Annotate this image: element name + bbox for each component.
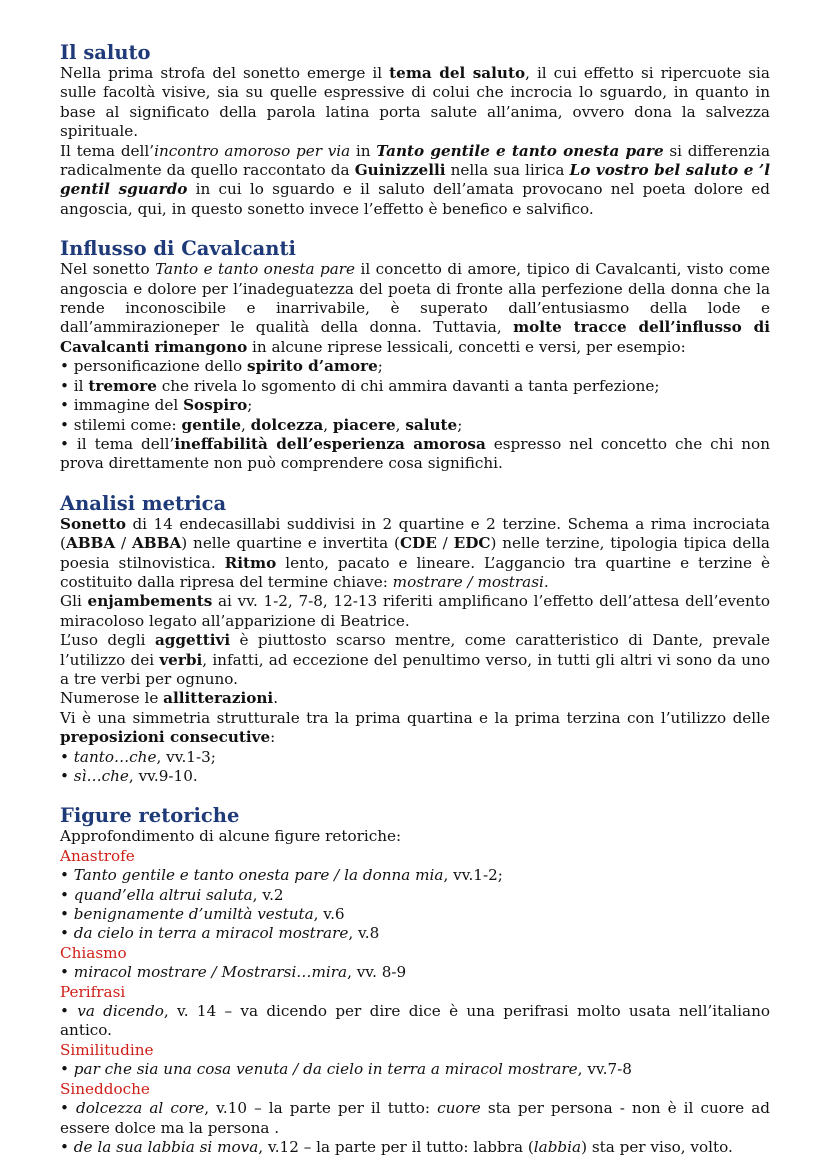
list-item: • miracol mostrare / Mostrarsi…mira, vv. 8-9 — [60, 963, 407, 982]
list-item: • dolcezza al core, v.10 – la parte per il tutto: cuore sta per persona - non è il cuore ad essere dolce ma la persona . — [60, 1099, 770, 1137]
list-item: • personificazione dello spirito d’amore; — [60, 357, 383, 376]
list-item: • tanto…che, vv.1-3; — [60, 747, 216, 766]
list-item: • de la sua labbia si mova, v.12 – la parte per il tutto: labbra (labbia) sta per viso, volto. — [60, 1137, 733, 1156]
list-item: • benignamente d’umiltà vestuta, v.6 — [60, 905, 345, 924]
list-item: • va dicendo, v. 14 – va dicendo per dire dice è una perifrasi molto usata nell’italiano antico. — [60, 1002, 770, 1040]
list-item: • par che sia una cosa venuta / da cielo in terra a miracol mostrare, vv.7-8 — [60, 1060, 632, 1079]
paragraph: Numerose le allitterazioni. — [60, 689, 279, 708]
paragraph: Sonetto di 14 endecasillabi suddivisi in 2 quartine e 2 terzine. Schema a rima incrociata (ABBA / ABBA) nelle quartine e invertita (CDE / EDC) nelle terzine, tipologia tipica della poesia stilnovistica. Ritmo lento, pacato e lineare. L’aggancio tra quartine e terzine è costituito dalla ripresa del termine chiave: mostrare / mostrasi. — [60, 514, 770, 591]
subheading-perifrasi: Perifrasi — [60, 982, 126, 1001]
paragraph: Nella prima strofa del sonetto emerge il tema del saluto, il cui effetto si ripercuote sia sulle facoltà visive, sia su quelle espressive di colui che incrocia lo sguardo, in quanto in base al significato della parola latina porta salute all’anima, ovvero dona la salvezza spirituale. — [60, 64, 770, 141]
list-item: • immagine del Sospiro; — [60, 396, 253, 415]
section-title-cavalcanti: Influsso di Cavalcanti — [60, 237, 296, 261]
subheading-chiasmo: Chiasmo — [60, 943, 127, 962]
list-item: • stilemi come: gentile, dolcezza, piacere, salute; — [60, 415, 463, 434]
section-title-saluto: Il saluto — [60, 41, 151, 64]
paragraph: Vi è una simmetria strutturale tra la prima quartina e la prima terzina con l’utilizzo delle preposizioni consecutive: — [60, 708, 770, 747]
list-item: • sì…che, vv.9-10. — [60, 767, 198, 785]
intro-text: Approfondimento di alcune figure retoriche: — [60, 827, 402, 846]
section-title-figure: Figure retoriche — [60, 804, 240, 828]
paragraph: L’uso degli aggettivi è piuttosto scarso mentre, come caratteristico di Dante, prevale l’utilizzo dei verbi, infatti, ad eccezione del penultimo verso, in tutti gli altri vi sono da uno a tre verbi per ognuno. — [60, 631, 770, 688]
section-saluto — [60, 41, 770, 219]
paragraph: Il tema dell’incontro amoroso per via in Tanto gentile e tanto onesta pare si differenzia radicalmente da quello raccontato da Guinizzelli nella sua lirica Lo vostro bel saluto e ’l gentil sguardo in cui lo sguardo e il saluto dell’amata provocano nel poeta dolore ed angoscia, qui, in questo sonetto invece l’effetto è benefico e salvifico. — [60, 141, 771, 218]
paragraph: Nel sonetto Tanto e tanto onesta pare il concetto di amore, tipico di Cavalcanti, visto come angoscia e dolore per l’inadeguatezza del poeta di fronte alla perfezione della donna che la rende inconoscibile e inarrivabile, è superato dall’entusiasmo della lode e dall’ammirazioneper le qualità della donna. Tuttavia, molte tracce dell’influsso di Cavalcanti rimangono in alcune riprese lessicali, concetti e versi, per esempio: — [60, 260, 770, 356]
section-figure — [60, 804, 770, 1157]
section-title-metrica: Analisi metrica — [60, 491, 227, 515]
subheading-anastrofe: Anastrofe — [60, 846, 135, 865]
section-cavalcanti — [60, 237, 770, 473]
subheading-similitudine: Similitudine — [60, 1040, 154, 1059]
list-item: • Tanto gentile e tanto onesta pare / la donna mia, vv.1-2; — [60, 866, 503, 885]
list-item: • quand’ella altrui saluta, v.2 — [60, 885, 284, 904]
list-item: • da cielo in terra a miracol mostrare, v.8 — [60, 924, 380, 943]
list-item: • il tremore che rivela lo sgomento di chi ammira davanti a tanta perfezione; — [60, 376, 660, 395]
list-item: • il tema dell’ineffabilità dell’esperienza amorosa espresso nel concetto che chi non prova direttamente non può comprendere cosa significhi. — [60, 434, 770, 473]
paragraph: Gli enjambements ai vv. 1-2, 7-8, 12-13 riferiti amplificano l’effetto dell’attesa dell’evento miracoloso legato all’apparizione di Beatrice. — [60, 592, 770, 630]
subheading-sineddoche: Sineddoche — [60, 1079, 150, 1098]
section-metrica — [60, 492, 770, 787]
